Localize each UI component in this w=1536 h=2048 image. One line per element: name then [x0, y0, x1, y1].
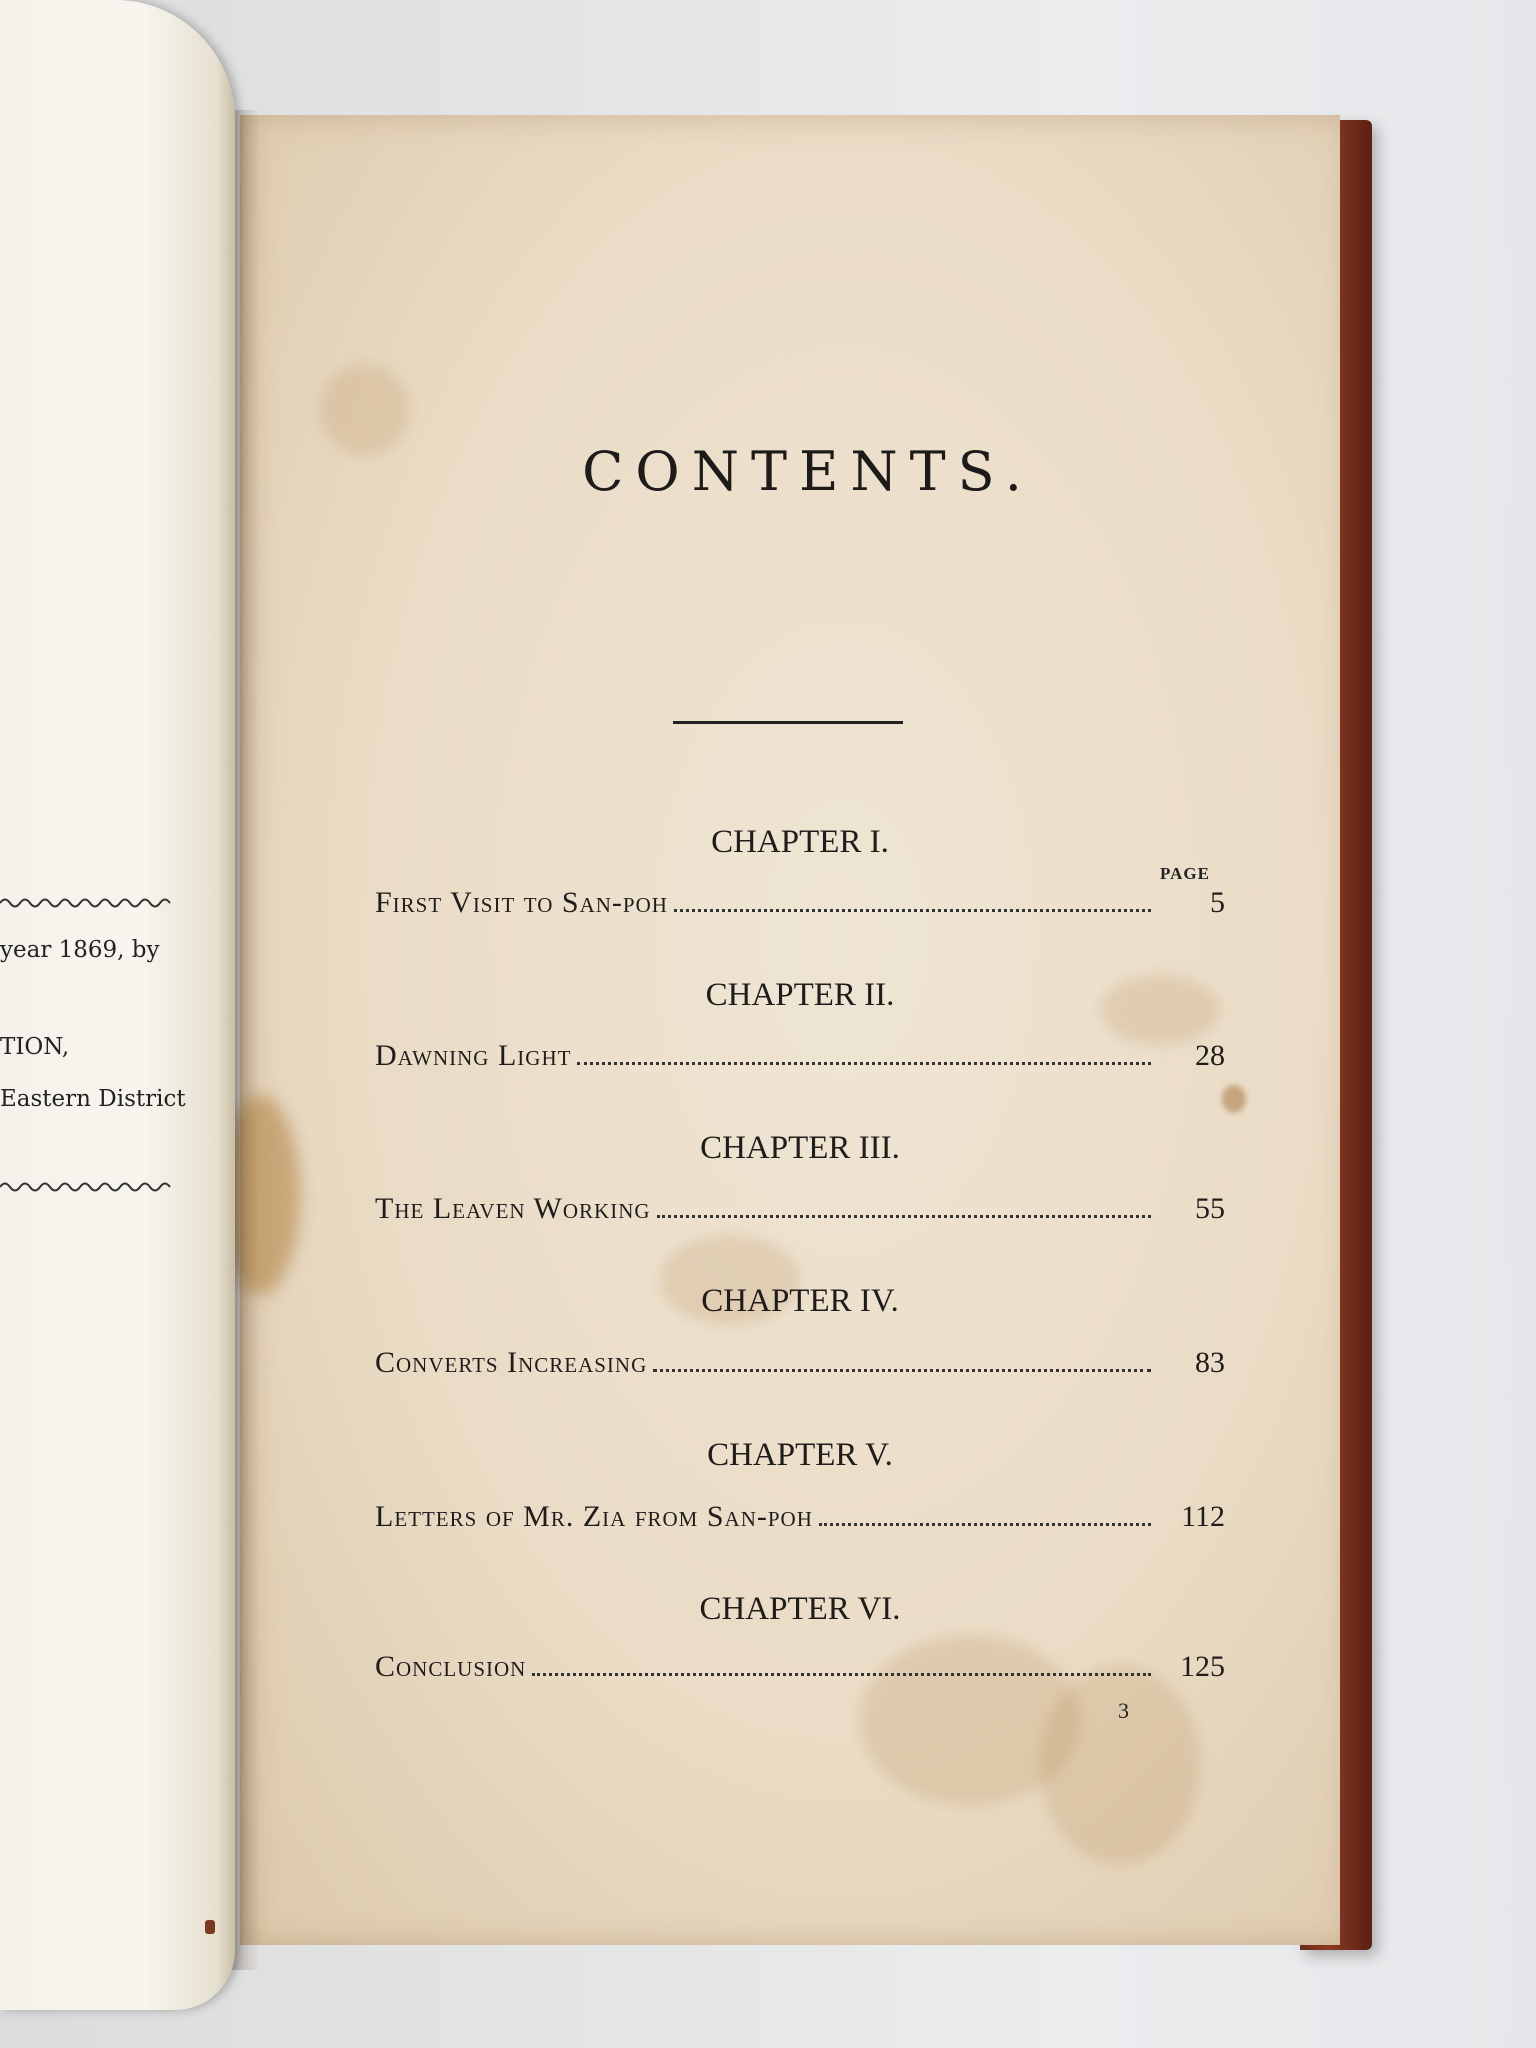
chapter-heading: CHAPTER V.: [707, 1437, 893, 1473]
toc-entry-title: First Visit to San-poh: [375, 886, 668, 919]
toc-entry-page: 28: [1195, 1039, 1225, 1072]
page-title: CONTENTS.: [582, 440, 1034, 503]
leader-dots: [653, 1369, 1151, 1372]
toc-entry-title: Dawning Light: [375, 1039, 572, 1072]
folio-number: 3: [1118, 1698, 1129, 1723]
toc-entry-page: 112: [1181, 1500, 1225, 1533]
leader-dots: [532, 1673, 1151, 1676]
left-line-2: TION,: [0, 1034, 70, 1060]
leader-dots: [819, 1523, 1151, 1526]
left-page: [0, 0, 235, 2010]
toc-entry-page: 83: [1195, 1346, 1225, 1379]
leader-dots: [657, 1215, 1151, 1218]
stain: [1222, 1085, 1246, 1113]
page-column-label: PAGE: [1160, 864, 1210, 883]
title-rule: [673, 721, 903, 724]
chapter-heading: CHAPTER III.: [700, 1130, 900, 1166]
chapter-heading: CHAPTER II.: [705, 977, 895, 1013]
chapter-heading: CHAPTER I.: [711, 824, 889, 860]
toc-entry: [375, 886, 1225, 920]
toc-entry: [375, 1500, 1225, 1534]
page-mark: [205, 1920, 215, 1934]
toc-entry-page: 5: [1210, 886, 1225, 919]
leader-dots: [674, 909, 1151, 912]
toc-entry: [375, 1039, 1225, 1073]
toc-entry: [375, 1192, 1225, 1226]
ornament-rule: [0, 896, 180, 910]
toc-entry: [375, 1650, 1225, 1684]
leader-dots: [577, 1062, 1151, 1065]
left-line-1: year 1869, by: [0, 937, 160, 963]
toc-entry-title: Letters of Mr. Zia from San-poh: [375, 1500, 813, 1533]
toc-entry-title: The Leaven Working: [375, 1192, 651, 1225]
toc-entry: [375, 1346, 1225, 1380]
chapter-heading: CHAPTER IV.: [701, 1283, 899, 1319]
ornament-rule: [0, 1180, 180, 1194]
toc-entry-title: Converts Increasing: [375, 1346, 648, 1379]
toc-entry-title: Conclusion: [375, 1650, 527, 1683]
left-line-3: Eastern District: [0, 1086, 186, 1112]
chapter-heading: CHAPTER VI.: [699, 1591, 901, 1627]
toc-entry-page: 125: [1180, 1650, 1225, 1683]
toc-entry-page: 55: [1195, 1192, 1225, 1225]
stain: [1040, 1665, 1200, 1865]
